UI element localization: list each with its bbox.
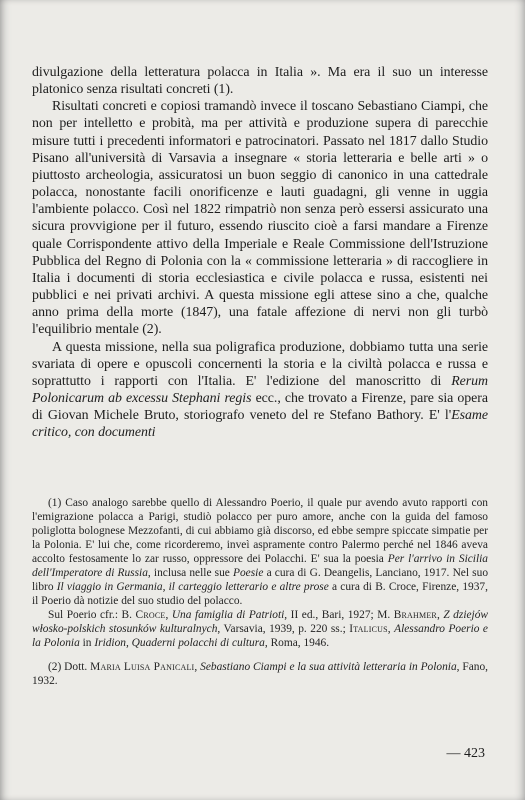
- text-run: ,: [194, 661, 201, 673]
- paragraph-2: [32, 98, 488, 338]
- text-run: (1) Caso analogo sarebbe quello di Alessandro Poerio, il quale pur avendo avuto rapporti con l'emigrazione polacca a Parigi, studiò polacco per puro amore, anche con la guida del famoso poliglotta bolognese Mezzofanti, di cui abbiamo già discorso, ed ebbe sempre spiccate simpatie per la Polonia. E' lui che, come ricorderemo, inveì aspramente contro Palermo perché nel 1846 aveva accolto festosamente lo zar russo, oppressore dei Polacchi. E' sua la poesia: [32, 497, 488, 565]
- italic-text: Una famiglia di Patrioti: [171, 609, 285, 621]
- small-caps-name: Croce: [135, 609, 166, 621]
- text-run: , inclusa nelle sue: [147, 567, 234, 579]
- text-run: ,: [387, 623, 395, 635]
- italic-text: Il viaggio in Germania, il carteggio letterario e altre prose: [56, 581, 329, 593]
- italic-text: Rerum Polonicarum ab excessu Stephani regis: [32, 373, 488, 406]
- footnote-1-bibliography: [32, 608, 488, 650]
- italic-text: Sebastiano Ciampi e la sua attività letteraria in Polonia: [200, 661, 457, 673]
- text-run: , Varsavia, 1939, p. 220 ss.;: [217, 623, 350, 635]
- footnote-2: [32, 660, 488, 688]
- italic-text: Alessandro Poerio e la Polonia: [32, 623, 488, 649]
- text-run: divulgazione della letteratura polacca in Italia ». Ma era il suo un interesse platonico senza risultati concreti (1).: [32, 65, 488, 98]
- text-run: , II ed., Bari, 1927; M.: [284, 609, 394, 621]
- text-run: ,: [436, 609, 444, 621]
- text-run: , Roma, 1946.: [264, 637, 330, 649]
- text-run: a cura di B. Croce, Firenze, 1937, il Poerio dà notizie del suo studio del polacco.: [32, 581, 488, 607]
- small-caps-name: Maria Luisa Panicali: [90, 661, 195, 673]
- text-run: (2) Dott.: [48, 661, 91, 673]
- italic-text: Per l'arrivo in Sicilia dell'Imperatore di Russia: [32, 553, 488, 579]
- italic-text: Z dziejów włosko-polskich stosunków kulturalnych: [32, 609, 488, 635]
- paragraph-3: [32, 339, 488, 442]
- footnotes: [32, 496, 488, 688]
- text-run: ,: [165, 609, 172, 621]
- text-run: A questa missione, nella sua poligrafica produzione, dobbiamo tutta una serie svariata di opere e opuscoli concernenti la storia e la civiltà polacca e russa e soprattutto i rapporti con l'Italia. E' l'edizione del manoscritto di: [32, 339, 488, 389]
- footnote-1: [32, 496, 488, 608]
- small-caps-name: Italicus: [349, 623, 388, 635]
- text-run: Risultati concreti e copiosi tramandò invece il toscano Sebastiano Ciampi, che non per intelletto e probità, ma per attività e produzione supera di parecchie misure tutti i precedenti informatori e patrocinatori. Passato nel 1817 dallo Studio Pisano all'università di Varsavia a insegnare « storia letteraria e belle arti » o piuttosto archeologia, assicuratosi un buon seggio di canonico in una cattedrale polacca, nonostante facili onorificenze e lauti guadagni, gli venne in uggia l'ambiente polacco. Così nel 1822 rimpatriò non senza però essersi assicurato una sicura provvigione per il futuro, essendo riuscito cioè a farsi mandare a Firenze quale Corrispondente attivo della Imperiale e Reale Commissione dell'Istruzione Pubblica del Regno di Polonia con la « commissione letteraria » di raccogliere in Italia i documenti di storia ecclesiastica e civile polacca e russa, esistenti nei pubblici e nei privati archivi. A questa missione egli attese sino a che, qualche anno prima della morte (1847), una fatale affezione di nervi non gli turbò l'equilibrio mentale (2).: [32, 99, 488, 338]
- main-text: [32, 64, 488, 441]
- small-caps-name: Brahmer: [393, 609, 437, 621]
- text-run: in: [79, 637, 95, 649]
- italic-text: Poesie: [233, 567, 264, 579]
- text-run: ecc., che trovato a Firenze, pare sia opera di Giovan Michele Bruto, storiografo veneto del re Stefano Bathory. E' l': [32, 390, 488, 424]
- text-run: , Fano, 1932.: [32, 661, 489, 687]
- text-run: a cura di G. Deangelis, Lanciano, 1917. Nel suo libro: [32, 567, 489, 593]
- italic-text: Esame critico, con documenti: [32, 408, 488, 441]
- italic-text: Iridion, Quaderni polacchi di cultura: [94, 637, 265, 649]
- paragraph-1: [32, 64, 488, 98]
- text-run: Sul Poerio cfr.: B.: [48, 609, 136, 621]
- page-number: — 423: [446, 746, 485, 761]
